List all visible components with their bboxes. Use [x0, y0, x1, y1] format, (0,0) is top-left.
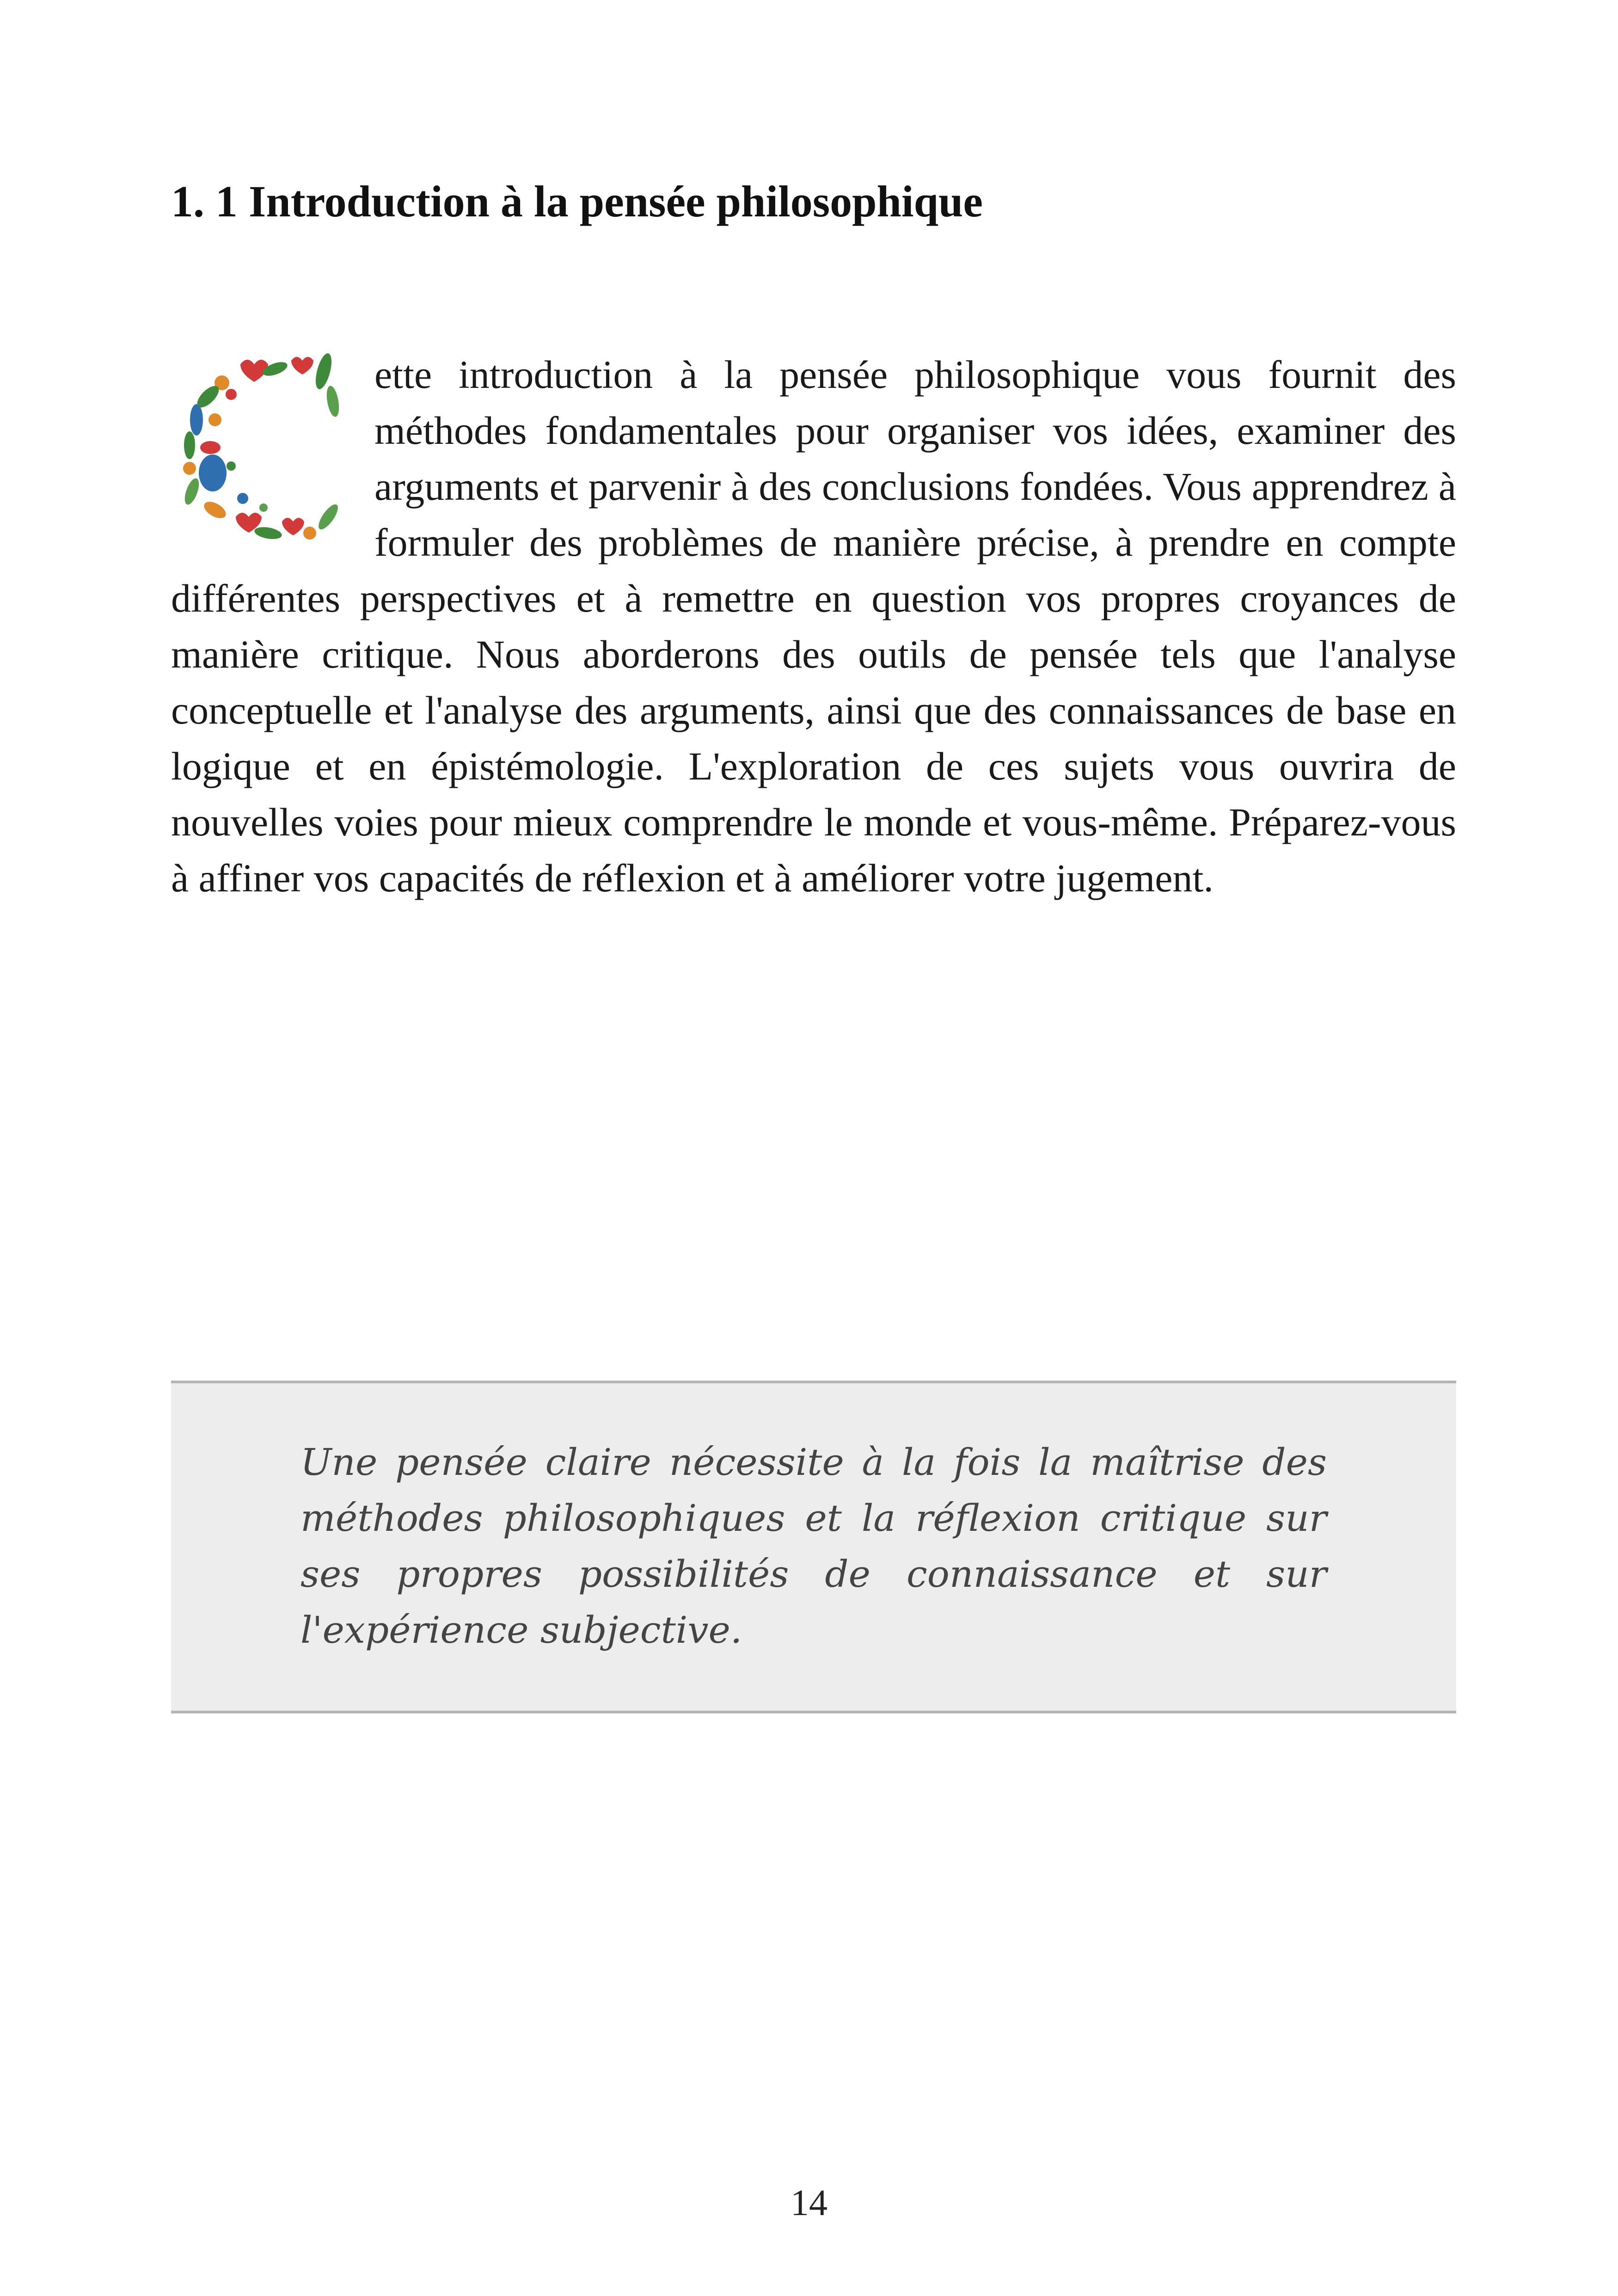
section-heading: 1. 1 Introduction à la pensée philosophique: [171, 177, 983, 226]
intro-paragraph: [171, 347, 1456, 906]
callout-box: [171, 1381, 1456, 1713]
intro-paragraph-text: ette introduction à la pensée philosophique vous fournit des méthodes fondamentales pour organiser vos idées, examiner des arguments et parvenir à des conclusions fondées. Vous apprendrez à formuler des problèmes de manière précise, à prendre en compte différentes perspectives et à remettre en question vos propres croyances de manière critique. Nous aborderons des outils de pensée tels que l'analyse conceptuelle et l'analyse des arguments, ainsi que des connaissances de base en logique et en épistémologie. L'exploration de ces sujets vous ouvrira de nouvelles voies pour mieux comprendre le monde et vous-même. Préparez-vous à affiner vos capacités de réflexion et à améliorer votre jugement.: [171, 352, 1456, 900]
decorative-dropcap-c-icon: [171, 350, 374, 554]
callout-quote: Une pensée claire nécessite à la fois la maîtrise des méthodes philosophiques et la réflexion critique sur ses propres possibilités de connaissance et sur l'expérience subjective.: [300, 1441, 1327, 1651]
page-number: 14: [791, 2183, 827, 2223]
